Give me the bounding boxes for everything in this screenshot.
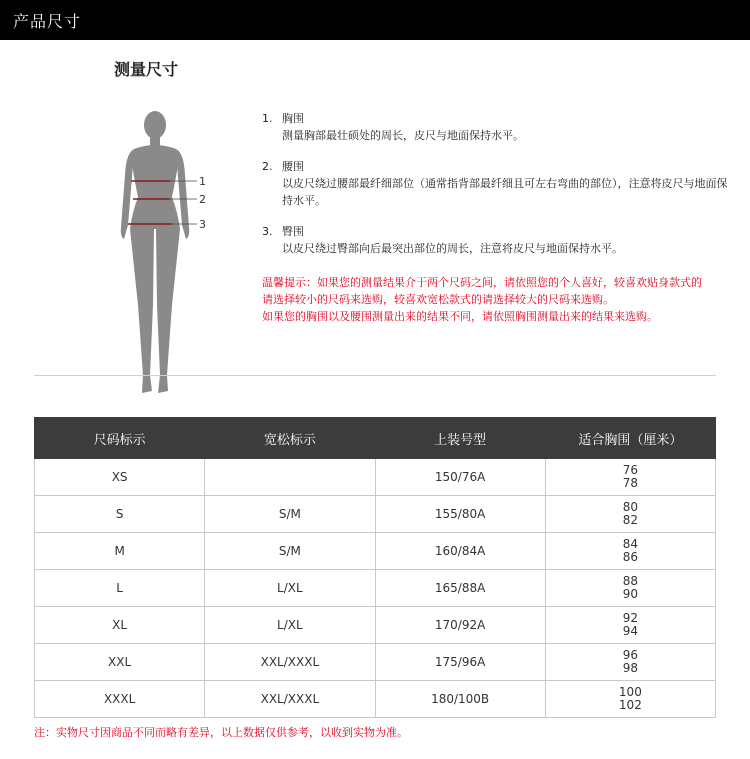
cell-chest: 84 86 [545, 533, 715, 570]
guide-item-name: 腰围 [282, 160, 304, 173]
cell-size: XXXL [35, 681, 205, 718]
cell-fit: L/XL [205, 570, 375, 607]
guide-item-name: 臀围 [282, 225, 304, 238]
tip-line: 如果您的胸围以及腰围测量出来的结果不同，请依照胸围测量出来的结果来选购。 [262, 310, 658, 323]
header-fit-label: 宽松标示 [205, 418, 375, 459]
cell-size: S [35, 496, 205, 533]
guide-item-waist: 2. 腰围 以皮尺绕过腰部最纤细部位（通常指背部最纤细且可左右弯曲的部位），注意将皮尺与地面保持水平。 [262, 158, 732, 209]
body-silhouette-icon [112, 105, 222, 405]
cell-spec: 170/92A [375, 607, 545, 644]
cell-chest: 96 98 [545, 644, 715, 681]
cell-size: XL [35, 607, 205, 644]
table-header-row [35, 418, 716, 459]
size-table [34, 417, 716, 718]
cell-fit: L/XL [205, 607, 375, 644]
guide-item-chest: 1. 胸围 测量胸部最壮硕处的周长，皮尺与地面保持水平。 [262, 110, 732, 144]
tip-line: 温馨提示：如果您的测量结果介于两个尺码之间，请依照您的个人喜好，较喜欢贴身款式的 [262, 276, 702, 289]
table-row [35, 496, 716, 533]
page-header [0, 0, 750, 40]
cell-chest: 100 102 [545, 681, 715, 718]
cell-chest: 80 82 [545, 496, 715, 533]
table-row [35, 533, 716, 570]
table-row [35, 570, 716, 607]
cell-fit [205, 459, 375, 496]
cell-spec: 165/88A [375, 570, 545, 607]
cell-size: L [35, 570, 205, 607]
guide-item-hip: 3. 臀围 以皮尺绕过臀部向后最突出部位的周长，注意将皮尺与地面保持水平。 [262, 223, 732, 257]
table-row [35, 459, 716, 496]
cell-chest: 76 78 [545, 459, 715, 496]
guide-item-desc: 以皮尺绕过臀部向后最突出部位的周长，注意将皮尺与地面保持水平。 [282, 242, 623, 255]
cell-chest: 92 94 [545, 607, 715, 644]
measure-guide [262, 110, 732, 271]
measure-title: 测量尺寸 [114, 60, 179, 79]
guide-item-desc: 以皮尺绕过腰部最纤细部位（通常指背部最纤细且可左右弯曲的部位），注意将皮尺与地面保持水平。 [282, 177, 728, 207]
cell-fit: XXL/XXXL [205, 644, 375, 681]
cell-chest: 88 90 [545, 570, 715, 607]
header-spec: 上装号型 [375, 418, 545, 459]
cell-spec: 150/76A [375, 459, 545, 496]
cell-size: XS [35, 459, 205, 496]
marker-3: 3 [199, 218, 206, 231]
cell-size: XXL [35, 644, 205, 681]
table-row [35, 644, 716, 681]
cell-fit: S/M [205, 496, 375, 533]
footer-note: 注：实物尺寸因商品不同而略有差异，以上数据仅供参考，以收到实物为准。 [34, 726, 408, 739]
cell-fit: XXL/XXXL [205, 681, 375, 718]
cell-size: M [35, 533, 205, 570]
cell-fit: S/M [205, 533, 375, 570]
header-size-label: 尺码标示 [35, 418, 205, 459]
table-row [35, 681, 716, 718]
cell-spec: 175/96A [375, 644, 545, 681]
guide-item-desc: 测量胸部最壮硕处的周长，皮尺与地面保持水平。 [282, 129, 524, 142]
cell-spec: 155/80A [375, 496, 545, 533]
tip-line: 请选择较小的尺码来选购，较喜欢宽松款式的请选择较大的尺码来选购。 [262, 293, 614, 306]
section-divider [34, 375, 716, 376]
body-figure [112, 105, 222, 405]
marker-1: 1 [199, 175, 206, 188]
cell-spec: 180/100B [375, 681, 545, 718]
table-row [35, 607, 716, 644]
marker-2: 2 [199, 193, 206, 206]
cell-spec: 160/84A [375, 533, 545, 570]
warm-tip [262, 274, 732, 325]
header-chest: 适合胸围（厘米） [545, 418, 715, 459]
guide-item-name: 胸围 [282, 112, 304, 125]
header-title: 产品尺寸 [13, 12, 82, 31]
